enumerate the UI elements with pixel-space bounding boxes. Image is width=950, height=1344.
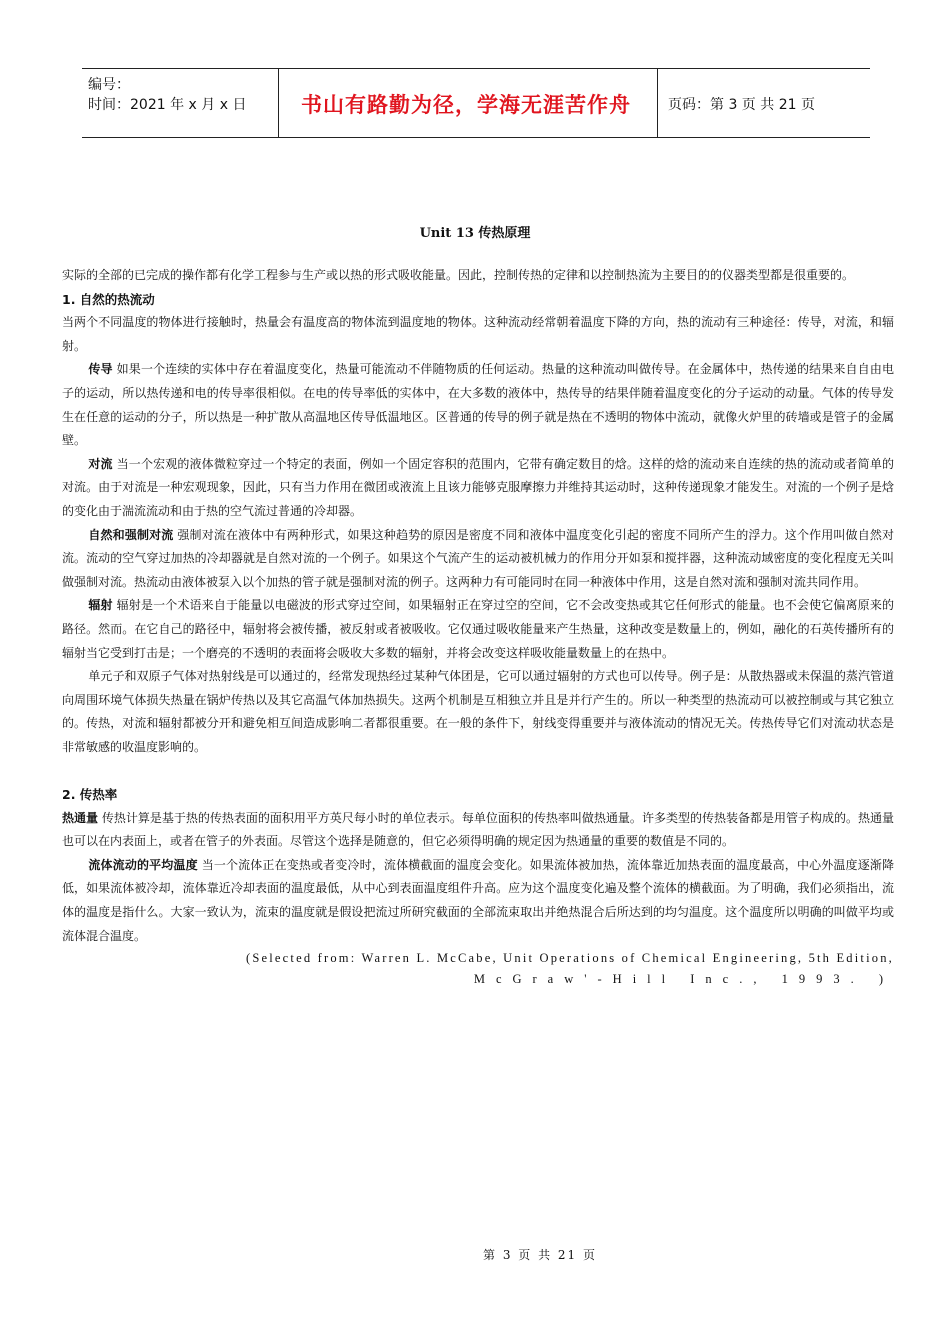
document-body	[62, 264, 894, 990]
paragraph	[62, 594, 894, 665]
header-divider	[657, 69, 658, 137]
page-footer: 第 3 页 共 21 页	[483, 1248, 597, 1262]
header-motto: 书山有路勤为径，学海无涯苦作舟	[301, 93, 631, 117]
page-header	[82, 68, 870, 138]
paragraph	[62, 453, 894, 524]
term-heat-flux: 热通量	[62, 810, 99, 825]
paragraph: 单元子和双原子气体对热射线是可以通过的，经常发现热经过某种气体团是，它可以通过辐射的方式也可以传导。例子是：从散热器或未保温的蒸汽管道向周围环境气体损失热量在锅炉传热以及其它高温气体加热损失。这两个机制是互相独立并且是并行产生的。所以一种类型的热流动可以被控制或与其它独立的。传热，对流和辐射都被分开和避免相互间造成影响二者都很重要。在一般的条件下，射线变得重要并与液体流动的情况无关。传热传导它们对流动状态是非常敏感的收温度影响的。	[62, 669, 894, 754]
header-page-info: 页码：第 3 页 共 21 页	[668, 97, 815, 113]
paragraph	[62, 854, 894, 948]
time-label: 时间：2021 年 x 月 x 日	[88, 97, 247, 113]
paragraph	[62, 807, 894, 854]
code-label: 编号：	[88, 77, 130, 93]
spacer	[62, 759, 894, 783]
document-title: Unit 13 传热原理	[419, 226, 531, 241]
paragraph-text: 强制对流在液体中有两种形式，如果这种趋势的原因是密度不同和液体中温度变化引起的密度不同所产生的浮力。这个作用叫做自然对流。流动的空气穿过加热的冷却器就是自然对流的一个例子。如果这个气流产生的运动被机械力的作用分开如泵和搅拌器，这种流动域密度的变化程度无关叫做强制对流。热流动由液体被泵入以个加热的管子就是强制对流的例子。这两种力有可能同时在同一种液体中作用，这是自然对流和强制对流共同作用。	[62, 527, 894, 589]
paragraph-text: 辐射是一个术语来自于能量以电磁波的形式穿过空间，如果辐射正在穿过空的空间，它不会改变热或其它任何形式的能量。也不会使它偏离原来的路径。然而。在它自己的路径中，辐射将会被传播，被反射或者被吸收。它仅通过吸收能量来产生热量，这种改变是数量上的，例如，融化的石英传播所有的辐射当它受到打击是；一个磨亮的不透明的表面将会吸收大多数的辐射，并将会改变这样吸收能量数量上的在热中。	[62, 598, 894, 660]
paragraph: 当两个不同温度的物体进行接触时，热量会有温度高的物体流到温度地的物体。这种流动经常朝着温度下降的方向，热的流动有三种途径：传导，对流，和辐射。	[62, 315, 894, 353]
term-radiation: 辐射	[88, 598, 113, 613]
term-natural-forced: 自然和强制对流	[88, 527, 174, 542]
paragraph-text: 当一个流体正在变热或者变冷时，流体横截面的温度会变化。如果流体被加热，流体靠近加热表面的温度最高，中心外温度逐渐降低，如果流体被冷却，流体靠近冷却表面的温度最低，从中心到表面温度组件升高。应为这个温度变化遍及整个流体的横截面。为了明确，我们必须指出，流体的温度是指什么。大家一致认为，流束的温度就是假设把流过所研究截面的全部流束取出并绝热混合后所达到的均匀温度。这个温度所以明确的叫做平均或流体混合温度。	[62, 857, 894, 943]
term-convection: 对流	[88, 456, 113, 471]
paragraph	[62, 358, 894, 452]
term-conduction: 传导	[88, 362, 113, 377]
citation-line: McGraw'-Hill Inc., 1993. )	[473, 972, 894, 987]
citation	[62, 948, 894, 990]
section-heading: 1. 自然的热流动	[62, 291, 155, 307]
paragraph-text: 传热计算是基于热的传热表面的面积用平方英尺每小时的单位表示。每单位面积的传热率叫做热通量。许多类型的传热装备都是用管子构成的。热通量也可以在内表面上，或者在管子的外表面。尽管这个选择是随意的，但它必须得明确的规定因为热通量的重要的数值是不同的。	[62, 810, 894, 849]
paragraph-text: 如果一个连续的实体中存在着温度变化，热量可能流动不伴随物质的任何运动。热量的这种流动叫做传导。在金属体中，热传递的结果来自自由电子的运动，所以热传递和电的传导率很相似。在电的传导率低的实体中，在大多数的液体中，热传导的结果伴随着温度变化的分子运动的动量。气体的传导发生在任意的运动的分子，所以热是一种扩散从高温地区传导低温地区。区普通的传导的例子就是热在不透明的物体中流动，就像火炉里的砖墙或是管子的金属壁。	[62, 362, 894, 448]
paragraph-text: 当一个宏观的液体微粒穿过一个特定的表面，例如一个固定容积的范围内，它带有确定数目的焓。这样的焓的流动来自连续的热的流动或者简单的对流。由于对流是一种宏观现象，因此，只有当力作用在微团或液流上且该力能够克服摩擦力并维持其运动时，这种传递现象才能发生。对流的一个例子是焓的变化由于湍流流动和由于热的空气流过普通的冷却器。	[62, 456, 894, 518]
citation-line: (Selected from: Warren L. McCabe, Unit Operations of Chemical Engineering, 5th Edition,	[245, 951, 894, 966]
section-heading: 2. 传热率	[62, 787, 118, 803]
header-meta	[88, 75, 246, 115]
term-average-temperature: 流体流动的平均温度	[88, 857, 198, 872]
paragraph	[62, 524, 894, 595]
intro-paragraph: 实际的全部的已完成的操作都有化学工程参与生产或以热的形式吸收能量。因此，控制传热的定律和以控制热流为主要目的的仪器类型都是很重要的。	[62, 268, 855, 282]
